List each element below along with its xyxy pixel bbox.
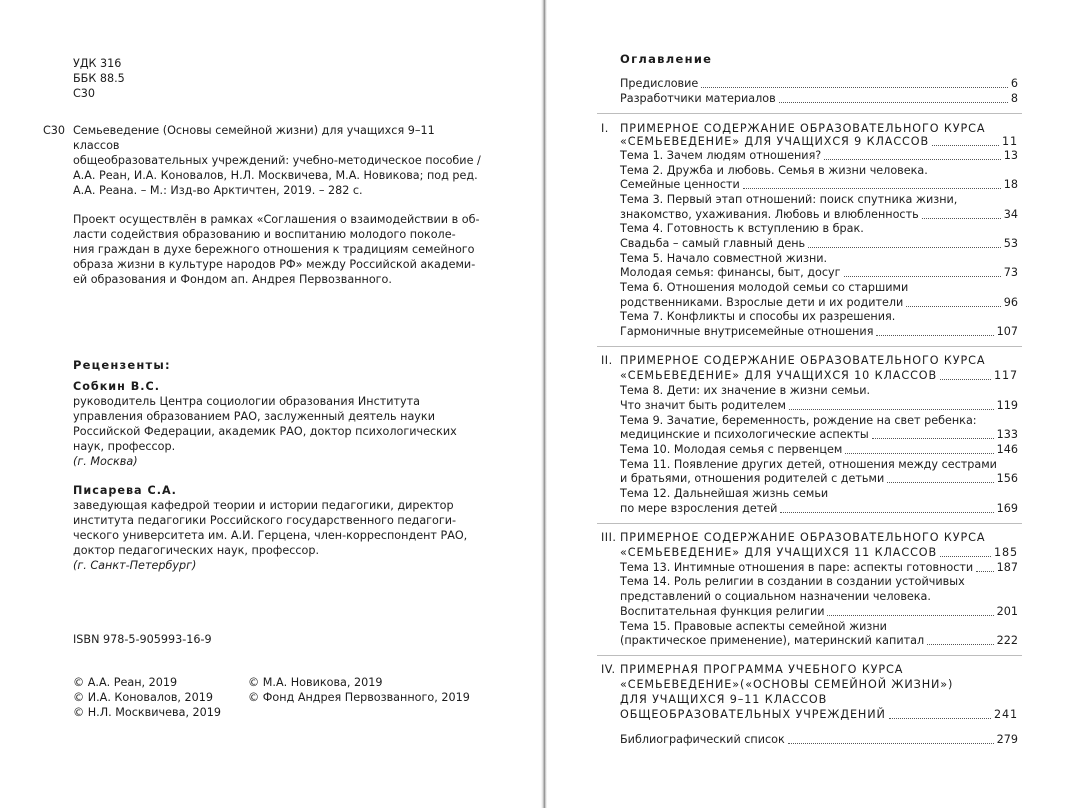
biblio-line: А.А. Реан, И.А. Коновалов, Н.Л. Москвичева, М.А. Новикова; под ред. xyxy=(73,169,478,182)
toc-entry-title: Гармоничные внутрисемейные отношения xyxy=(620,325,874,338)
toc-entry-topic xyxy=(620,560,1018,575)
reviewer-block xyxy=(73,379,493,469)
biblio-line: А.А. Реана. – М.: Изд-во Арктичтен, 2019. – 282 с. xyxy=(73,184,363,197)
reviewer-city: (г. Москва) xyxy=(73,455,138,468)
section-heading: «СЕМЬЕВЕДЕНИЕ»(«ОСНОВЫ СЕМЕЙНОЙ ЖИЗНИ») xyxy=(620,678,954,691)
toc-entry-title: Тема 1. Зачем людям отношения? xyxy=(620,149,822,162)
toc-entry-title: по мере взросления детей xyxy=(620,502,778,515)
section-heading: ДЛЯ УЧАЩИХСЯ 9–11 КЛАССОВ xyxy=(620,693,828,706)
isbn: ISBN 978-5-905993-16-9 xyxy=(73,633,212,646)
reviewer-line: управления образованием РАО, заслуженный деятель науки xyxy=(73,410,435,423)
toc-page-number: 185 xyxy=(993,546,1018,559)
toc-entry-title: представлений о социальном назначении человека. xyxy=(620,590,931,603)
dot-leader xyxy=(845,453,993,454)
toc-entry-title: Тема 3. Первый этап отношений: поиск спутника жизни, xyxy=(620,193,958,206)
toc-entry-title: Тема 7. Конфликты и способы их разрешения. xyxy=(620,310,896,323)
biblio-line: общеобразовательных учреждений: учебно-методическое пособие / xyxy=(73,154,481,167)
dot-leader xyxy=(889,718,991,719)
toc-entry-section-4 xyxy=(620,707,1018,722)
author-mark: С30 xyxy=(73,87,96,100)
toc-page-number: 146 xyxy=(996,443,1018,456)
reviewer-line: доктор педагогических наук, профессор. xyxy=(73,544,320,557)
bibliographic-record xyxy=(73,123,483,198)
toc-entry-title: Свадьба – самый главный день xyxy=(620,237,806,250)
reviewers-heading: Рецензенты: xyxy=(73,358,171,372)
toc-entry-title: Тема 5. Начало совместной жизни. xyxy=(620,252,828,265)
toc-entry-preface xyxy=(620,76,1018,91)
toc-entry-topic xyxy=(620,295,1018,310)
toc-entry-topic xyxy=(620,398,1018,413)
toc-entry-title: Предисловие xyxy=(620,77,699,90)
toc-entry-topic xyxy=(620,501,1018,516)
reviewer-block xyxy=(73,483,493,573)
toc-entry-topic xyxy=(620,177,1018,192)
toc-entry-title: Тема 4. Готовность к вступлению в брак. xyxy=(620,222,864,235)
toc-entry-topic xyxy=(620,471,1018,486)
toc-page-number: 119 xyxy=(996,399,1018,412)
toc-entry-title: Тема 10. Молодая семья с первенцем xyxy=(620,443,843,456)
toc-entry-title: медицинские и психологические аспекты xyxy=(620,428,869,441)
toc-entry-topic xyxy=(620,236,1018,251)
reviewer-city: (г. Санкт-Петербург) xyxy=(73,559,197,572)
bbk-code: ББК 88.5 xyxy=(73,72,125,85)
section-heading: ОБЩЕОБРАЗОВАТЕЛЬНЫХ УЧРЕЖДЕНИЙ xyxy=(620,708,886,721)
copyright-column xyxy=(73,675,253,720)
toc-entry-title: Семейные ценности xyxy=(620,178,740,191)
toc-entry-title: Тема 6. Отношения молодой семьи со старшими xyxy=(620,281,909,294)
reviewer-line: института педагогики Российского государственного педагоги- xyxy=(73,514,457,527)
toc-entry-topic xyxy=(620,427,1018,442)
dot-leader xyxy=(827,615,993,616)
toc-entry-section-3 xyxy=(620,545,1018,560)
toc-entry-title: и братьями, отношения родителей с детьми xyxy=(620,472,885,485)
copyright-line: © Фонд Андрея Первозванного, 2019 xyxy=(248,691,470,704)
section-divider xyxy=(597,523,1022,524)
toc-entry-topic xyxy=(620,148,1018,163)
toc-entry-developers xyxy=(620,91,1018,106)
toc-page-number: 73 xyxy=(1003,266,1018,279)
project-line: образа жизни в культуре народов РФ» между Российской академи- xyxy=(73,258,476,271)
project-line: ния граждан в духе бережного отношения к традициям семейного xyxy=(73,243,475,256)
project-line: ласти содействия образованию и воспитанию молодого поколе- xyxy=(73,228,456,241)
toc-page-number: 6 xyxy=(1010,77,1018,90)
toc-page-number: 13 xyxy=(1003,149,1018,162)
toc-entry-title: знакомство, ухаживания. Любовь и влюбленность xyxy=(620,208,919,221)
section-divider xyxy=(597,655,1022,656)
toc-page-number: 18 xyxy=(1003,178,1018,191)
toc-page-number: 241 xyxy=(993,708,1018,721)
toc-page-number: 11 xyxy=(1001,135,1018,148)
dot-leader xyxy=(788,743,994,744)
toc-entry-title: Тема 2. Дружба и любовь. Семья в жизни человека. xyxy=(620,164,928,177)
section-number: III. xyxy=(601,531,617,544)
toc-entry-title: Тема 8. Дети: их значение в жизни семьи. xyxy=(620,384,871,397)
dot-leader xyxy=(789,409,994,410)
toc-entry-bibliography xyxy=(620,732,1018,747)
section-heading: «СЕМЬЕВЕДЕНИЕ» ДЛЯ УЧАЩИХСЯ 10 КЛАССОВ xyxy=(620,369,938,382)
section-heading: ПРИМЕРНОЕ СОДЕРЖАНИЕ ОБРАЗОВАТЕЛЬНОГО КУРСА xyxy=(620,531,986,544)
toc-entry-title: Что значит быть родителем xyxy=(620,399,786,412)
copyright-line: © Н.Л. Москвичева, 2019 xyxy=(73,706,222,719)
toc-page-number: 156 xyxy=(996,472,1018,485)
toc-entry-topic xyxy=(620,442,1018,457)
toc-entry-topic xyxy=(620,633,1018,648)
section-heading: «СЕМЬЕВЕДЕНИЕ» ДЛЯ УЧАЩИХСЯ 11 КЛАССОВ xyxy=(620,546,938,559)
copyright-line: © И.А. Коновалов, 2019 xyxy=(73,691,214,704)
toc-entry-topic xyxy=(620,265,1018,280)
dot-leader xyxy=(940,556,991,557)
toc-entry-title: (практическое применение), материнский капитал xyxy=(620,634,925,647)
toc-entry-topic xyxy=(620,324,1018,339)
toc-page-number: 169 xyxy=(996,502,1018,515)
udk-code: УДК 316 xyxy=(73,57,122,70)
toc-entry-title: Тема 15. Правовые аспекты семейной жизни xyxy=(620,620,887,633)
dot-leader xyxy=(940,379,991,380)
section-number: IV. xyxy=(601,663,616,676)
reviewer-line: Российской Федерации, академик РАО, доктор психологических xyxy=(73,425,457,438)
dot-leader xyxy=(872,438,994,439)
section-divider xyxy=(597,346,1022,347)
toc-title: Оглавление xyxy=(620,52,713,66)
project-line: Проект осуществлён в рамках «Соглашения о взаимодействии в об- xyxy=(73,213,480,226)
book-gutter xyxy=(541,0,547,808)
toc-entry-title: Библиографический список xyxy=(620,733,785,746)
toc-page-number: 53 xyxy=(1003,237,1018,250)
dot-leader xyxy=(876,335,993,336)
toc-entry-title: Тема 11. Появление других детей, отношения между сестрами xyxy=(620,458,997,471)
toc-entry-title: Тема 14. Роль религии в создании в создании устойчивых xyxy=(620,575,965,588)
toc-page-number: 117 xyxy=(993,369,1018,382)
toc-page-number: 34 xyxy=(1003,208,1018,221)
toc-entry-title: Разработчики материалов xyxy=(620,92,776,105)
section-number: II. xyxy=(601,354,613,367)
toc-entry-title: Тема 9. Зачатие, беременность, рождение на свет ребенка: xyxy=(620,414,977,427)
reviewer-line: наук, профессор. xyxy=(73,440,176,453)
toc-page-number: 8 xyxy=(1010,92,1018,105)
toc-entry-topic xyxy=(620,604,1018,619)
copyright-column xyxy=(248,675,508,705)
dot-leader xyxy=(922,218,1001,219)
toc-entry-section-2 xyxy=(620,368,1018,383)
dot-leader xyxy=(976,571,993,572)
section-heading: ПРИМЕРНАЯ ПРОГРАММА УЧЕБНОГО КУРСА xyxy=(620,663,904,676)
reviewer-line: ческого университета им. А.И. Герцена, член-корреспондент РАО, xyxy=(73,529,468,542)
toc-entry-title: Тема 13. Интимные отношения в паре: аспекты готовности xyxy=(620,561,974,574)
toc-page-number: 201 xyxy=(996,605,1018,618)
toc-page-number: 107 xyxy=(996,325,1018,338)
dot-leader xyxy=(887,482,993,483)
reviewer-name: Писарева С.А. xyxy=(73,484,177,497)
dot-leader xyxy=(932,145,999,146)
toc-entry-topic xyxy=(620,207,1018,222)
toc-page-number: 222 xyxy=(996,634,1018,647)
copyright-line: © М.А. Новикова, 2019 xyxy=(248,676,383,689)
reviewer-name: Собкин В.С. xyxy=(73,380,161,393)
toc-entry-title: Тема 12. Дальнейшая жизнь семьи xyxy=(620,487,829,500)
catalog-codes xyxy=(73,56,273,101)
dot-leader xyxy=(927,644,994,645)
dot-leader xyxy=(701,87,1008,88)
index-code: С30 xyxy=(43,124,66,137)
biblio-line: Семьеведение (Основы семейной жизни) для учащихся 9–11 классов xyxy=(73,124,435,152)
project-line: ей образования и Фондом ап. Андрея Первозванного. xyxy=(73,273,392,286)
section-number: I. xyxy=(601,122,609,135)
dot-leader xyxy=(779,102,1008,103)
section-divider xyxy=(597,113,1022,114)
dot-leader xyxy=(844,276,1001,277)
dot-leader xyxy=(906,306,1000,307)
section-heading: «СЕМЬЕВЕДЕНИЕ» ДЛЯ УЧАЩИХСЯ 9 КЛАССОВ xyxy=(620,135,930,148)
toc-page-number: 187 xyxy=(996,561,1018,574)
toc-entry-section-1 xyxy=(620,134,1018,149)
reviewer-line: руководитель Центра социологии образования Института xyxy=(73,395,421,408)
reviewer-line: заведующая кафедрой теории и истории педагогики, директор xyxy=(73,499,454,512)
toc-page-number: 133 xyxy=(996,428,1018,441)
toc-page-number: 279 xyxy=(996,733,1018,746)
dot-leader xyxy=(824,159,1001,160)
copyright-line: © А.А. Реан, 2019 xyxy=(73,676,178,689)
toc-entry-title: Воспитательная функция религии xyxy=(620,605,825,618)
section-heading: ПРИМЕРНОЕ СОДЕРЖАНИЕ ОБРАЗОВАТЕЛЬНОГО КУРСА xyxy=(620,354,986,367)
toc-page-number: 96 xyxy=(1003,296,1018,309)
toc-entry-title: родственниками. Взрослые дети и их родители xyxy=(620,296,904,309)
project-note xyxy=(73,212,483,287)
dot-leader xyxy=(780,512,993,513)
dot-leader xyxy=(743,188,1001,189)
section-heading: ПРИМЕРНОЕ СОДЕРЖАНИЕ ОБРАЗОВАТЕЛЬНОГО КУРСА xyxy=(620,122,986,135)
toc-entry-title: Молодая семья: финансы, быт, досуг xyxy=(620,266,841,279)
dot-leader xyxy=(808,247,1001,248)
